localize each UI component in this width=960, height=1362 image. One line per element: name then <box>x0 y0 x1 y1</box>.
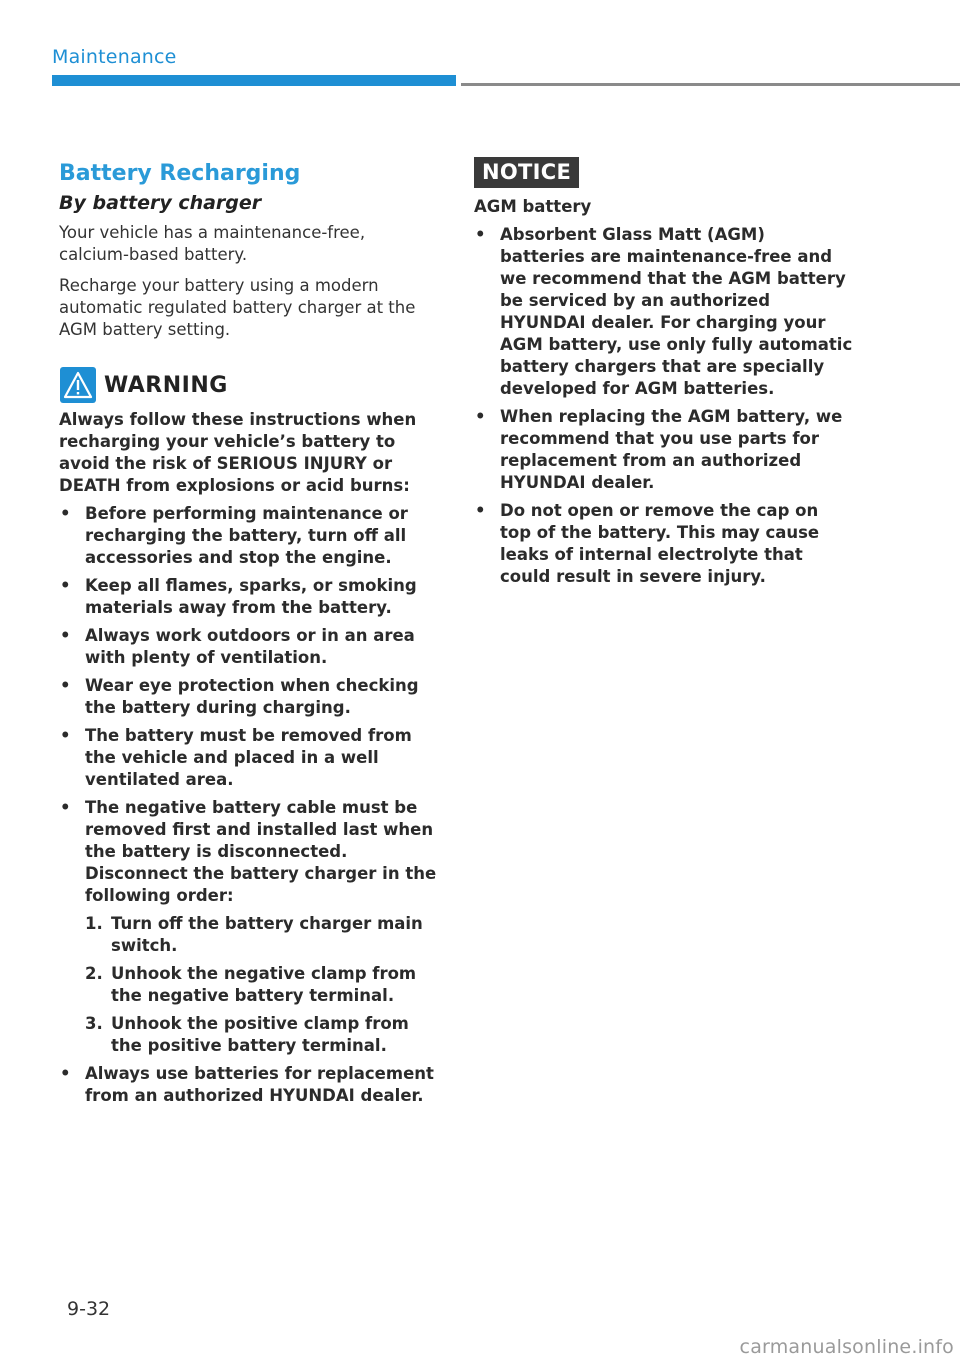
step-item: 2. Unhook the negative clamp from the negative battery terminal. <box>85 964 417 1005</box>
step-item: 3. Unhook the positive clamp from the positive battery terminal. <box>85 1014 409 1055</box>
page-number: 9-32 <box>67 1298 111 1320</box>
list-item: • Keep all flames, sparks, or smoking materials away from the battery. <box>60 576 417 617</box>
warning-header <box>60 367 439 403</box>
list-item: • When replacing the AGM battery, we recommend that you use parts for replacement from an authorized HYUNDAI dealer. <box>475 407 843 492</box>
notice-subtitle: AGM battery <box>474 197 592 216</box>
notice-list <box>474 224 854 588</box>
body-paragraph-2: Recharge your battery using a modern automatic regulated battery charger at the AGM battery setting. <box>59 276 416 339</box>
subsection-title: By battery charger <box>59 192 262 214</box>
list-item: • Before performing maintenance or recharging the battery, turn off all accessories and stop the engine. <box>60 504 408 567</box>
notice-badge: NOTICE <box>474 157 579 188</box>
disconnect-steps <box>85 913 439 1057</box>
list-item: • Do not open or remove the cap on top of the battery. This may cause leaks of internal electrolyte that could result in severe injury. <box>475 501 820 586</box>
header-accent-bar <box>52 75 456 86</box>
list-item: • Absorbent Glass Matt (AGM) batteries are maintenance-free and we recommend that the AGM battery be serviced by an authorized HYUNDAI dealer. For charging your AGM battery, use only fully automatic battery chargers that are specially developed for AGM batteries. <box>475 225 853 398</box>
list-item: • The battery must be removed from the vehicle and placed in a well ventilated area. <box>60 726 412 789</box>
left-column <box>59 158 439 1113</box>
step-item: 1. Turn off the battery charger main switch. <box>85 914 423 955</box>
section-header-title: Maintenance <box>52 46 177 68</box>
warning-triangle-icon <box>60 367 96 403</box>
body-paragraph-1: Your vehicle has a maintenance-free, calcium-based battery. <box>59 223 366 264</box>
warning-label: WARNING <box>104 372 228 398</box>
right-column <box>474 157 854 594</box>
list-item: • Wear eye protection when checking the battery during charging. <box>60 676 419 717</box>
watermark: carmanualsonline.info <box>739 1336 954 1358</box>
warning-intro: Always follow these instructions when recharging your vehicle’s battery to avoid the risk of SERIOUS INJURY or DEATH from explosions or acid burns: <box>59 410 417 495</box>
list-item: • The negative battery cable must be removed first and installed last when the battery is disconnected. Disconnect the battery charger in the following order: 1. Turn off the battery charger main switch. 2. Unhook the negative clamp from the negative battery terminal. 3. Unhook the positive clamp from the positive battery terminal. <box>59 797 439 1057</box>
list-item: • Always work outdoors or in an area with plenty of ventilation. <box>60 626 415 667</box>
list-item: • Always use batteries for replacement from an authorized HYUNDAI dealer. <box>60 1064 434 1105</box>
warning-list <box>59 503 439 1107</box>
header-divider-line <box>461 83 960 86</box>
section-title: Battery Recharging <box>59 161 301 186</box>
